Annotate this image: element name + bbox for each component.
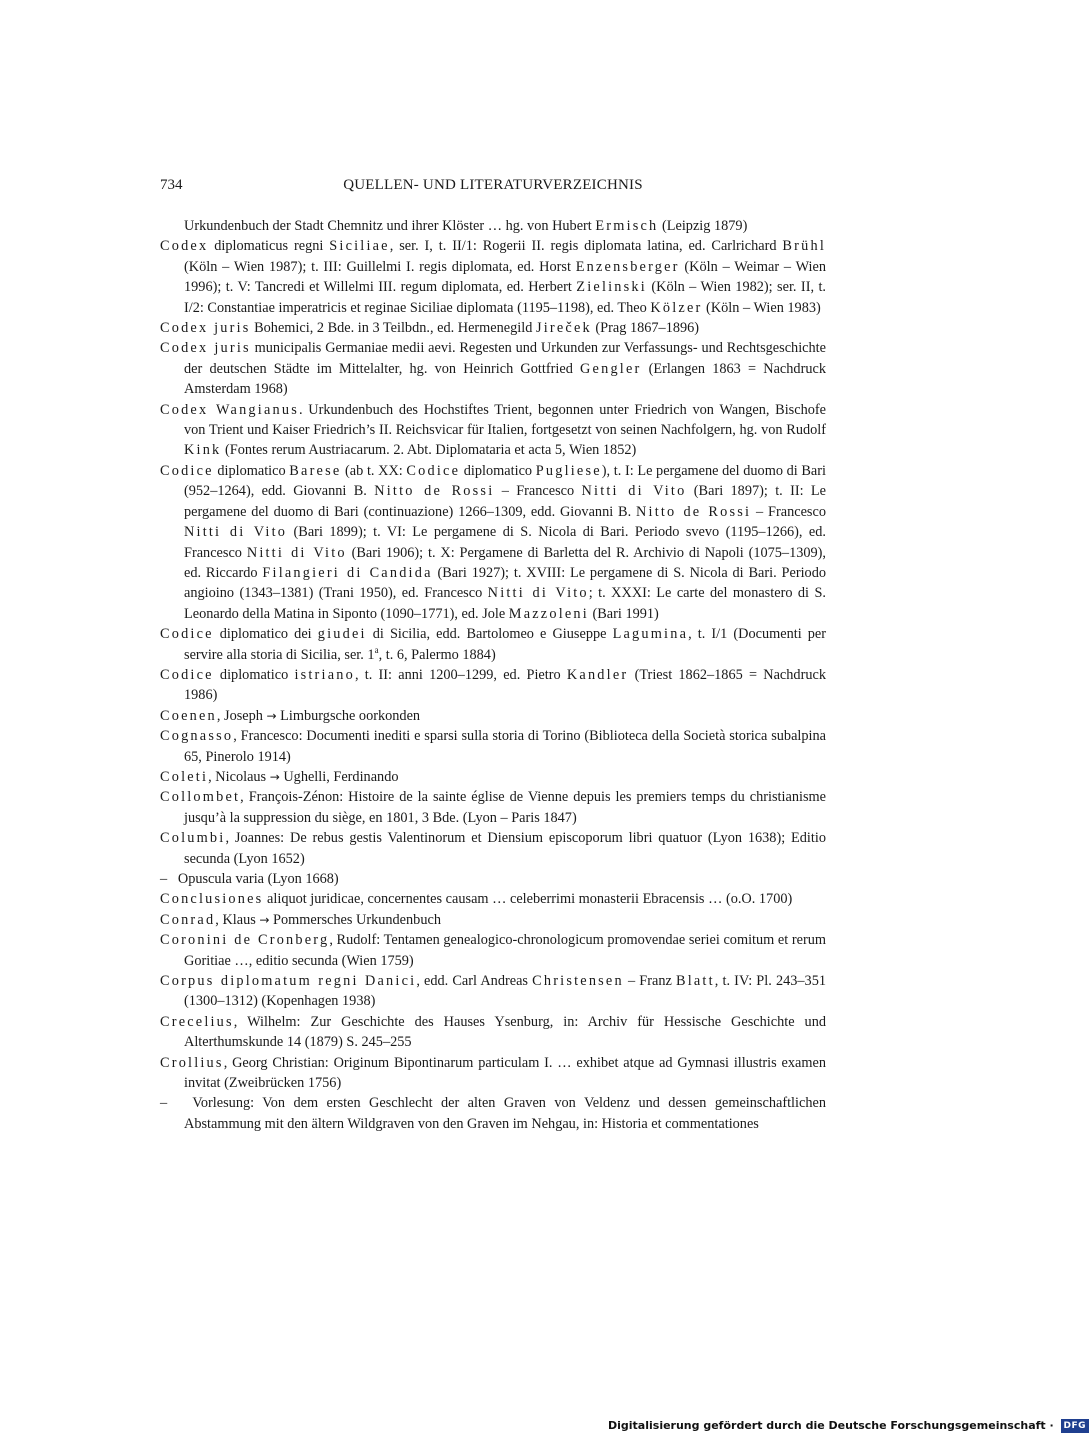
bibliography-entry [160, 1053, 826, 1094]
spaced-name: Codex [160, 238, 209, 255]
entry-text: (Erlangen 1863 = Nachdruck Amsterdam 1968) [184, 360, 826, 398]
spaced-name: Conclusiones [160, 891, 264, 908]
bibliography-entry [160, 971, 826, 1012]
entry-text: Limburgsche oorkonden [276, 707, 421, 724]
entry-text: (Triest 1862–1865 = Nachdruck 1986) [184, 666, 826, 704]
entry-text: ; t. XXXI: Le carte del monastero di S. Leonardo della Matina in Siponto (1090–1771), ed. Jole [184, 585, 826, 622]
cross-reference-arrow-icon: → [269, 769, 280, 784]
entry-text: Ughelli, Ferdinando [279, 768, 399, 785]
bibliography-entry [160, 665, 826, 706]
spaced-name: Barese [289, 462, 342, 479]
spaced-name: Brühl [782, 238, 826, 255]
bibliography-entry [160, 400, 826, 461]
page-number: 734 [160, 177, 183, 193]
entry-text: , edd. Carl Andreas [416, 973, 533, 990]
spaced-name: Conrad [160, 911, 216, 928]
entry-text: (ab t. XX: [341, 462, 407, 479]
bibliography-entry [160, 318, 826, 338]
bibliography-entry [160, 338, 826, 399]
spaced-name: istriano [294, 666, 355, 683]
superscript: a [374, 644, 379, 655]
entry-text: – Vorlesung: Von dem ersten Geschlecht der alten Graven von Veldenz und dessen gemeinschaftlichen Abstammung mit den ältern Wildgraven von den Graven im Nehgau, in: Historia et commentationes [160, 1095, 826, 1132]
entry-text: municipalis Germaniae medii aevi. Regesten und Urkunden zur Verfassungs- und Rechtsgeschichte der deutschen Städte im Mittelalter, hg. von Heinrich Gottfried [184, 340, 826, 377]
spaced-name: Coenen [160, 707, 217, 724]
entry-text: (Bari 1991) [588, 605, 659, 622]
entry-text: , Francesco: Documenti inediti e sparsi sulla storia di Torino (Biblioteca della Società storica subalpina 65, Pinerolo 1914) [184, 728, 826, 765]
spaced-name: Pugliese [535, 462, 602, 479]
spaced-name: Crollius [160, 1054, 224, 1071]
entry-text: – Opuscula varia (Lyon 1668) [160, 871, 339, 887]
running-head: QUELLEN- UND LITERATURVERZEICHNIS [343, 177, 643, 193]
bibliography-entry [160, 1012, 826, 1053]
spaced-name: Codex juris [160, 340, 251, 357]
bibliography-entry [160, 910, 826, 930]
spaced-name: Filangieri di Candida [262, 564, 433, 581]
entry-text: diplomaticus regni [208, 238, 330, 255]
spaced-name: Nitti di Vito [487, 585, 589, 602]
entry-text: diplomatico [213, 462, 290, 479]
entry-text: diplomatico dei [213, 626, 318, 643]
spaced-name: Columbi [160, 830, 226, 847]
spaced-name: Gengler [580, 360, 642, 377]
bibliography-entry [160, 1093, 826, 1134]
entry-text: – Francesco [494, 483, 582, 500]
bibliography-entry [160, 624, 826, 665]
entry-text: , t. II: anni 1200–1299, ed. Pietro [354, 666, 567, 683]
spaced-name: Siciliae [329, 238, 390, 255]
entry-text: (Bari 1906); t. X: Pergamene di Barletta del R. Archivio di Napoli (1075–1309), ed. Riccardo [184, 544, 826, 581]
entry-text: (Köln – Wien 1983) [702, 299, 821, 316]
spaced-name: Codice [160, 626, 214, 643]
spaced-name: Zielinski [576, 279, 647, 296]
footer-credit [608, 1419, 1089, 1433]
spaced-name: Nitto de Rossi [636, 503, 752, 520]
spaced-name: Nitti di Vito [246, 544, 347, 561]
spaced-name: Nitti di Vito [581, 483, 687, 500]
spaced-name: Codice [160, 462, 214, 479]
entry-text: (Köln – Weimar – Wien 1996); t. V: Tancredi et Willelmi III. regum diplomata, ed. Herbert [184, 258, 826, 296]
bibliography-entry [160, 767, 826, 787]
entry-text: , Georg Christian: Originum Bipontinarum particulam I. … exhibet atque ad Gymnasi illustris examen invitat (Zweibrücken 1756) [184, 1054, 826, 1092]
spaced-name: Kölzer [650, 299, 703, 316]
spaced-name: giudei [317, 626, 367, 643]
bibliography-entry [160, 461, 826, 624]
entry-text: Bohemici, 2 Bde. in 3 Teilbdn., ed. Hermenegild [250, 320, 536, 337]
entry-text: (Leipzig 1879) [658, 218, 748, 234]
entry-text: – Francesco [751, 503, 826, 520]
bibliography-entry [160, 726, 826, 767]
spaced-name: Mazzoleni [508, 605, 589, 622]
spaced-name: Coronini de Cronberg [160, 932, 330, 949]
spaced-name: Jireček [535, 320, 592, 337]
entry-text: , t. IV: Pl. 243–351 (1300–1312) (Kopenhagen 1938) [184, 973, 826, 1010]
spaced-name: Codex juris [160, 320, 251, 337]
entry-text: . Urkundenbuch des Hochstiftes Trient, begonnen unter Friedrich von Wangen, Bischofe von Trient und Kaiser Friedrich’s II. Reichsvicar für Italien, fortgesetzt von seinen Nachfolgern, hg. von Rudolf [184, 401, 826, 439]
entry-text: , Rudolf: Tentamen genealogico-chronologicum promovendae seriei comitum et rerum Goritiae …, editio secunda (Wien 1759) [184, 932, 827, 969]
spaced-name: Nitti di Vito [184, 524, 288, 541]
bibliography-entry [160, 787, 826, 828]
entry-text: diplomatico [460, 462, 536, 479]
funding-credit-text: Digitalisierung gefördert durch die Deutsche Forschungsgemeinschaft · [608, 1419, 1054, 1432]
entry-text: Urkundenbuch der Stadt Chemnitz und ihrer Klöster … hg. von Hubert [184, 218, 596, 234]
entry-text: (Bari 1899); t. VI: Le pergamene di S. Nicola di Bari. Periodo svevo (1195–1266), ed. Francesco [184, 524, 827, 561]
entry-text: , t. 6, Palermo 1884) [378, 646, 496, 663]
spaced-name: Codex Wangianus [160, 401, 299, 418]
entry-text: , François-Zénon: Histoire de la sainte église de Vienne depuis les premiers temps du christianisme jusqu’à la suppression du siège, en 1801, 3 Bde. (Lyon – Paris 1847) [184, 789, 826, 826]
spaced-name: Ermisch [595, 218, 659, 234]
entry-text: , Klaus [215, 911, 260, 928]
entry-text: di Sicilia, edd. Bartolomeo e Giuseppe [366, 626, 613, 643]
spaced-name: Corpus diplomatum regni Danici [160, 973, 417, 990]
spaced-name: Enzensberger [575, 258, 680, 275]
spaced-name: Lagumina [612, 626, 689, 643]
entry-text: (Bari 1897); t. II: Le pergamene del duomo di Bari (continuazione) 1266–1309, edd. Giovanni B. [184, 483, 826, 520]
entry-text: (Köln – Wien 1982); ser. II, t. I/2: Constantiae imperatricis et reginae Siciliae diplomata (1195–1198), ed. Theo [184, 279, 827, 316]
spaced-name: Kink [184, 442, 222, 459]
cross-reference-arrow-icon: → [259, 912, 270, 927]
entry-text: , ser. I, t. II/1: Rogerii II. regis diplomata latina, ed. Carlrichard [389, 238, 783, 255]
spaced-name: Crecelius [160, 1013, 234, 1030]
bibliography-list [160, 216, 826, 1134]
spaced-name: Cognasso [160, 728, 234, 745]
cross-reference-arrow-icon: → [266, 708, 277, 723]
spaced-name: Nitto de Rossi [374, 483, 495, 500]
spaced-name: Codice [406, 462, 461, 479]
entry-text: Pommersches Urkundenbuch [269, 911, 441, 928]
entry-text: (Prag 1867–1896) [591, 320, 700, 337]
spaced-name: Coleti [160, 768, 209, 785]
entry-text: – Franz [623, 973, 676, 990]
entry-text: , Nicolaus [208, 768, 270, 785]
entry-text: (Köln – Wien 1987); t. III: Guillelmi I. regis diplomata, ed. Horst [184, 258, 576, 275]
bibliography-entry [160, 828, 826, 869]
entry-text: diplomatico [213, 666, 295, 683]
entry-text: , Wilhelm: Zur Geschichte des Hauses Ysenburg, in: Archiv für Hessische Geschichte und Alterthumskunde 14 (1879) S. 245–255 [184, 1013, 826, 1051]
page-header [160, 174, 826, 196]
entry-text: , t. I/1 (Documenti per servire alla storia di Sicilia, ser. 1 [184, 626, 827, 663]
spaced-name: Blatt [675, 973, 715, 990]
spaced-name: Christensen [532, 973, 624, 990]
entry-text: aliquot juridicae, concernentes causam … celeberrimi monasterii Ebracensis … (o.O. 1700) [263, 891, 793, 908]
bibliography-entry-continuation [160, 216, 826, 236]
bibliography-entry [160, 236, 826, 318]
entry-text: , Joannes: De rebus gestis Valentinorum et Diensium episcoporum libri quatuor (Lyon 1638); Editio secunda (Lyon 1652) [184, 830, 826, 867]
bibliography-entry [160, 869, 826, 889]
entry-text: , Joseph [216, 707, 267, 724]
spaced-name: Collombet [160, 789, 241, 806]
spaced-name: Codice [160, 666, 214, 683]
entry-text: (Bari 1927); t. XVIII: Le pergamene di S. Nicola di Bari. Periodo angioino (1343–1381) (Trani 1950), ed. Francesco [184, 564, 826, 602]
bibliography-entry [160, 930, 826, 971]
dfg-logo: DFG [1061, 1419, 1089, 1433]
bibliography-entry [160, 706, 826, 726]
spaced-name: Kandler [566, 666, 629, 683]
bibliography-entry [160, 889, 826, 909]
entry-text: (Fontes rerum Austriacarum. 2. Abt. Diplomataria et acta 5, Wien 1852) [221, 442, 637, 459]
entry-text: ), t. I: Le pergamene del duomo di Bari (952–1264), edd. Giovanni B. [184, 462, 826, 500]
